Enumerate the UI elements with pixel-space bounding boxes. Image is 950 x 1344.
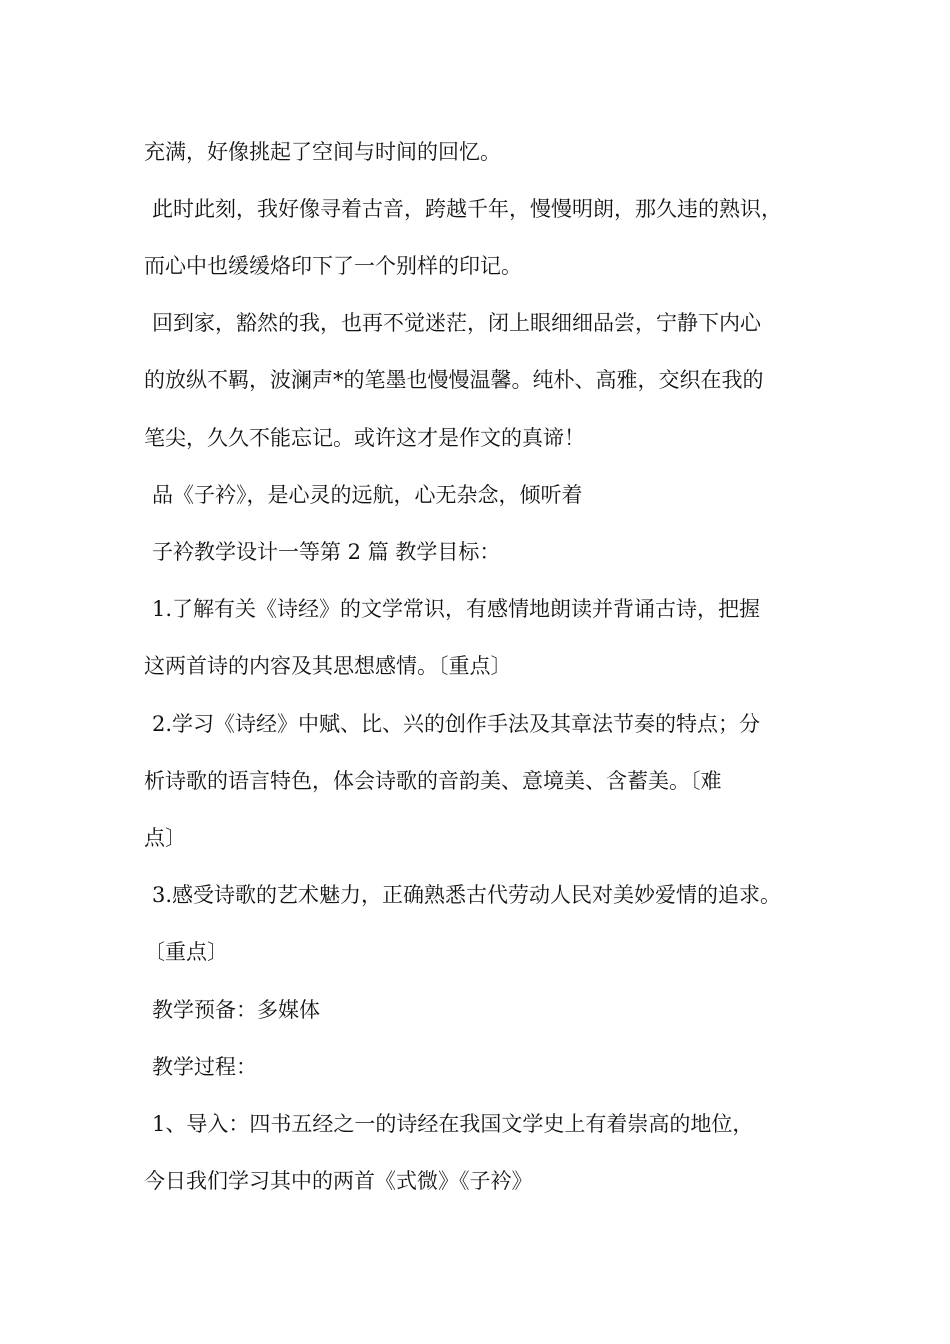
text-line: 3.感受诗歌的艺术魅力，正确熟悉古代劳动人民对美妙爱情的追求。 [152, 883, 782, 907]
text-line: 笔尖，久久不能忘记。或许这才是作文的真谛！ [144, 426, 585, 450]
text-line: 教学过程： [152, 1055, 257, 1079]
text-line: 充满，好像挑起了空间与时间的回忆。 [144, 140, 501, 164]
text-line: 教学预备：多媒体 [152, 998, 320, 1022]
text-line: 这两首诗的内容及其思想感情。〔重点〕 [144, 654, 512, 678]
text-line: 点〕 [144, 826, 186, 850]
text-line: 1、导入：四书五经之一的诗经在我国文学史上有着崇高的地位， [152, 1112, 754, 1136]
text-line: 回到家，豁然的我，也再不觉迷茫，闭上眼细细品尝，宁静下内心 [152, 311, 761, 335]
text-line: 析诗歌的语言特色，体会诗歌的音韵美、意境美、含蓄美。〔难 [144, 769, 722, 793]
text-line: 今日我们学习其中的两首《式微》《子衿》 [144, 1169, 533, 1193]
text-line: 此时此刻，我好像寻着古音，跨越千年，慢慢明朗，那久违的熟识， [152, 197, 782, 221]
text-line: 的放纵不羁，波澜声*的笔墨也慢慢温馨。纯朴、高雅，交织在我的 [144, 368, 764, 392]
text-line: 而心中也缓缓烙印下了一个别样的印记。 [144, 254, 522, 278]
text-line: 2.学习《诗经》中赋、比、兴的创作手法及其章法节奏的特点；分 [152, 712, 761, 736]
section-heading: 子衿教学设计一等第 2 篇 教学目标： [152, 540, 501, 564]
text-line: 1.了解有关《诗经》的文学常识，有感情地朗读并背诵古诗，把握 [152, 597, 761, 621]
text-line: 〔重点〕 [144, 940, 228, 964]
text-line: 品《子衿》，是心灵的远航，心无杂念，倾听着 [152, 483, 583, 507]
